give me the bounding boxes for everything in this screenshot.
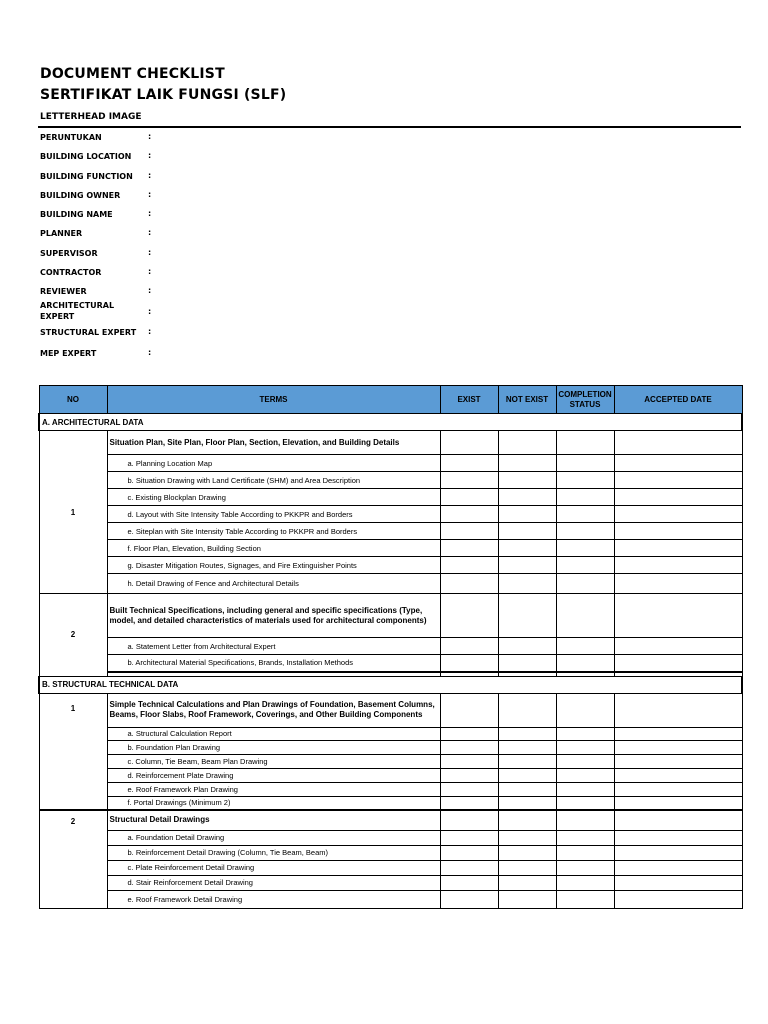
not-exist-cell[interactable] (498, 506, 556, 523)
table-row (39, 754, 742, 768)
not-exist-cell[interactable] (498, 540, 556, 557)
not-exist-cell[interactable] (498, 655, 556, 672)
exist-cell[interactable] (440, 890, 498, 908)
completion-cell[interactable] (556, 845, 614, 860)
accepted-date-cell[interactable] (614, 830, 742, 845)
not-exist-cell[interactable] (498, 768, 556, 782)
table-row (39, 740, 742, 754)
accepted-date-cell[interactable] (614, 782, 742, 796)
field-colon: : (148, 209, 152, 218)
table-row (39, 638, 742, 655)
table-row (39, 472, 742, 489)
sub-item: b. Situation Drawing with Land Certificate (SHM) and Area Description (107, 472, 440, 489)
field-label-building-location: BUILDING LOCATION (40, 152, 132, 161)
field-label-building-owner: BUILDING OWNER (40, 191, 121, 200)
sub-item: d. Reinforcement Plate Drawing (107, 768, 440, 782)
table-row (39, 655, 742, 672)
field-colon: : (148, 190, 152, 199)
accepted-date-cell[interactable] (614, 594, 742, 638)
not-exist-cell[interactable] (498, 875, 556, 890)
not-exist-cell[interactable] (498, 754, 556, 768)
completion-cell[interactable] (556, 782, 614, 796)
completion-cell[interactable] (556, 594, 614, 638)
field-label-reviewer: REVIEWER (40, 287, 87, 296)
header-accepted-date: ACCEPTED DATE (614, 386, 742, 414)
not-exist-cell[interactable] (498, 845, 556, 860)
exist-cell[interactable] (440, 768, 498, 782)
table-row (39, 540, 742, 557)
row-number: 1 (39, 693, 107, 810)
not-exist-cell[interactable] (498, 638, 556, 655)
accepted-date-cell[interactable] (614, 638, 742, 655)
exist-cell[interactable] (440, 830, 498, 845)
not-exist-cell[interactable] (498, 472, 556, 489)
item-title: Structural Detail Drawings (107, 810, 440, 830)
field-label-architectural-expert: ARCHITECTURAL EXPERT (40, 301, 115, 321)
field-colon: : (148, 267, 152, 276)
table-row (39, 693, 742, 727)
completion-cell[interactable] (556, 768, 614, 782)
exist-cell[interactable] (440, 875, 498, 890)
row-number: 2 (39, 810, 107, 908)
not-exist-cell[interactable] (498, 796, 556, 810)
table-row (39, 523, 742, 540)
exist-cell[interactable] (440, 472, 498, 489)
completion-cell[interactable] (556, 506, 614, 523)
field-label-contractor: CONTRACTOR (40, 268, 102, 277)
field-label-planner: PLANNER (40, 229, 83, 238)
not-exist-cell[interactable] (498, 489, 556, 506)
accepted-date-cell[interactable] (614, 489, 742, 506)
table-row (39, 830, 742, 845)
item-title: Built Technical Specifications, including general and specific specifications (Type, model, and detailed characteristics of materials used for architectural components) (107, 594, 440, 638)
exist-cell[interactable] (440, 574, 498, 594)
sub-item: c. Plate Reinforcement Detail Drawing (107, 860, 440, 875)
completion-cell[interactable] (556, 830, 614, 845)
table-row (39, 594, 742, 638)
sub-item: e. Roof Framework Plan Drawing (107, 782, 440, 796)
accepted-date-cell[interactable] (614, 655, 742, 672)
checklist-table (38, 385, 743, 909)
exist-cell[interactable] (440, 860, 498, 875)
section-a-title: A. ARCHITECTURAL DATA (39, 414, 742, 431)
table-row (39, 768, 742, 782)
accepted-date-cell[interactable] (614, 727, 742, 740)
accepted-date-cell[interactable] (614, 810, 742, 830)
sub-item: b. Architectural Material Specifications, Brands, Installation Methods (107, 655, 440, 672)
not-exist-cell[interactable] (498, 574, 556, 594)
accepted-date-cell[interactable] (614, 455, 742, 472)
not-exist-cell[interactable] (498, 782, 556, 796)
sub-item: h. Detail Drawing of Fence and Architectural Details (107, 574, 440, 594)
field-colon: : (148, 151, 152, 160)
accepted-date-cell[interactable] (614, 875, 742, 890)
exist-cell[interactable] (440, 540, 498, 557)
sub-item: a. Planning Location Map (107, 455, 440, 472)
not-exist-cell[interactable] (498, 860, 556, 875)
table-row (39, 890, 742, 908)
accepted-date-cell[interactable] (614, 523, 742, 540)
completion-cell[interactable] (556, 727, 614, 740)
row-number: 2 (39, 594, 107, 677)
sub-item: f. Portal Drawings (Minimum 2) (107, 796, 440, 810)
exist-cell[interactable] (440, 431, 498, 455)
completion-cell[interactable] (556, 860, 614, 875)
field-colon: : (148, 248, 152, 257)
accepted-date-cell[interactable] (614, 890, 742, 908)
completion-cell[interactable] (556, 638, 614, 655)
document-title: DOCUMENT CHECKLIST (40, 66, 225, 82)
exist-cell[interactable] (440, 455, 498, 472)
accepted-date-cell[interactable] (614, 796, 742, 810)
not-exist-cell[interactable] (498, 693, 556, 727)
sub-item: a. Statement Letter from Architectural Expert (107, 638, 440, 655)
sub-item: b. Reinforcement Detail Drawing (Column, Tie Beam, Beam) (107, 845, 440, 860)
exist-cell[interactable] (440, 557, 498, 574)
table-header-row (39, 386, 742, 414)
exist-cell[interactable] (440, 489, 498, 506)
sub-item: e. Siteplan with Site Intensity Table According to PKKPR and Borders (107, 523, 440, 540)
exist-cell[interactable] (440, 754, 498, 768)
item-title: Simple Technical Calculations and Plan Drawings of Foundation, Basement Columns, Beams, Floor Slabs, Roof Framework, Coverings, and Other Building Components (107, 693, 440, 727)
accepted-date-cell[interactable] (614, 574, 742, 594)
sub-item: g. Disaster Mitigation Routes, Signages, and Fire Extinguisher Points (107, 557, 440, 574)
exist-cell[interactable] (440, 594, 498, 638)
exist-cell[interactable] (440, 727, 498, 740)
table-row (39, 845, 742, 860)
not-exist-cell[interactable] (498, 431, 556, 455)
accepted-date-cell[interactable] (614, 740, 742, 754)
table-row (39, 782, 742, 796)
field-colon: : (148, 348, 152, 357)
sub-item: d. Stair Reinforcement Detail Drawing (107, 875, 440, 890)
not-exist-cell[interactable] (498, 830, 556, 845)
table-row (39, 875, 742, 890)
field-label-building-name: BUILDING NAME (40, 210, 113, 219)
letterhead-divider (38, 126, 741, 128)
not-exist-cell[interactable] (498, 455, 556, 472)
field-colon: : (148, 132, 152, 141)
completion-cell[interactable] (556, 740, 614, 754)
completion-cell[interactable] (556, 796, 614, 810)
sub-item: b. Foundation Plan Drawing (107, 740, 440, 754)
exist-cell[interactable] (440, 810, 498, 830)
completion-cell[interactable] (556, 655, 614, 672)
not-exist-cell[interactable] (498, 594, 556, 638)
exist-cell[interactable] (440, 638, 498, 655)
table-row (39, 574, 742, 594)
header-not-exist: NOT EXIST (498, 386, 556, 414)
accepted-date-cell[interactable] (614, 754, 742, 768)
not-exist-cell[interactable] (498, 523, 556, 540)
header-terms: TERMS (107, 386, 440, 414)
field-colon: : (148, 228, 152, 237)
exist-cell[interactable] (440, 740, 498, 754)
completion-cell[interactable] (556, 523, 614, 540)
not-exist-cell[interactable] (498, 810, 556, 830)
not-exist-cell[interactable] (498, 740, 556, 754)
accepted-date-cell[interactable] (614, 860, 742, 875)
sub-item: c. Column, Tie Beam, Beam Plan Drawing (107, 754, 440, 768)
accepted-date-cell[interactable] (614, 693, 742, 727)
completion-cell[interactable] (556, 557, 614, 574)
letterhead-placeholder: LETTERHEAD IMAGE (40, 112, 142, 122)
sub-item: e. Roof Framework Detail Drawing (107, 890, 440, 908)
exist-cell[interactable] (440, 796, 498, 810)
field-label-structural-expert: STRUCTURAL EXPERT (40, 328, 137, 337)
completion-cell[interactable] (556, 574, 614, 594)
document-subtitle: SERTIFIKAT LAIK FUNGSI (SLF) (40, 87, 287, 103)
table-row (39, 796, 742, 810)
not-exist-cell[interactable] (498, 890, 556, 908)
header-no: NO (39, 386, 107, 414)
table-row (39, 810, 742, 830)
sub-item: d. Layout with Site Intensity Table According to PKKPR and Borders (107, 506, 440, 523)
field-label-supervisor: SUPERVISOR (40, 249, 98, 258)
field-colon: : (148, 171, 152, 180)
not-exist-cell[interactable] (498, 727, 556, 740)
sub-item: f. Floor Plan, Elevation, Building Section (107, 540, 440, 557)
exist-cell[interactable] (440, 845, 498, 860)
sub-item: a. Foundation Detail Drawing (107, 830, 440, 845)
accepted-date-cell[interactable] (614, 557, 742, 574)
field-label-mep-expert: MEP EXPERT (40, 349, 97, 358)
section-b-title: B. STRUCTURAL TECHNICAL DATA (39, 676, 742, 693)
completion-cell[interactable] (556, 890, 614, 908)
completion-cell[interactable] (556, 875, 614, 890)
header-exist: EXIST (440, 386, 498, 414)
table-row (39, 455, 742, 472)
exist-cell[interactable] (440, 693, 498, 727)
table-row (39, 489, 742, 506)
exist-cell[interactable] (440, 655, 498, 672)
completion-cell[interactable] (556, 693, 614, 727)
accepted-date-cell[interactable] (614, 506, 742, 523)
completion-cell[interactable] (556, 754, 614, 768)
table-row (39, 431, 742, 455)
not-exist-cell[interactable] (498, 557, 556, 574)
field-colon: : (148, 327, 152, 336)
accepted-date-cell[interactable] (614, 540, 742, 557)
accepted-date-cell[interactable] (614, 768, 742, 782)
field-label-peruntukan: PERUNTUKAN (40, 133, 102, 142)
row-number: 1 (39, 431, 107, 594)
field-label-building-function: BUILDING FUNCTION (40, 172, 133, 181)
sub-item: c. Existing Blockplan Drawing (107, 489, 440, 506)
sub-item: a. Structural Calculation Report (107, 727, 440, 740)
completion-cell[interactable] (556, 431, 614, 455)
accepted-date-cell[interactable] (614, 845, 742, 860)
exist-cell[interactable] (440, 782, 498, 796)
item-title: Situation Plan, Site Plan, Floor Plan, Section, Elevation, and Building Details (107, 431, 440, 455)
completion-cell[interactable] (556, 472, 614, 489)
table-row (39, 557, 742, 574)
field-colon: : (148, 286, 152, 295)
completion-cell[interactable] (556, 489, 614, 506)
header-completion-status: COMPLETION STATUS (556, 386, 614, 414)
completion-cell[interactable] (556, 455, 614, 472)
exist-cell[interactable] (440, 523, 498, 540)
completion-cell[interactable] (556, 810, 614, 830)
table-row (39, 727, 742, 740)
field-colon: : (148, 307, 152, 316)
exist-cell[interactable] (440, 506, 498, 523)
table-row (39, 506, 742, 523)
completion-cell[interactable] (556, 540, 614, 557)
table-row (39, 860, 742, 875)
accepted-date-cell[interactable] (614, 472, 742, 489)
accepted-date-cell[interactable] (614, 431, 742, 455)
